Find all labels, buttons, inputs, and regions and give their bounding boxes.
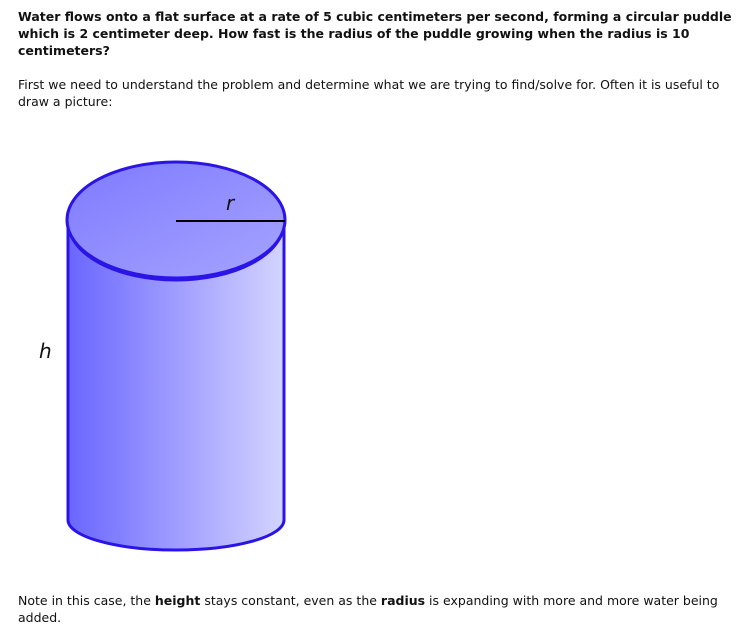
cylinder-diagram bbox=[0, 140, 320, 560]
note-bold-radius: radius bbox=[380, 593, 426, 608]
note-text-1: Note in this case, the bbox=[18, 593, 155, 608]
cylinder-figure bbox=[0, 140, 320, 560]
note-paragraph bbox=[18, 592, 733, 626]
note-text-2: stays constant, even as the bbox=[200, 593, 381, 608]
radius-label: r bbox=[226, 191, 235, 215]
height-label: h bbox=[39, 339, 52, 363]
problem-statement: Water flows onto a flat surface at a rate of 5 cubic centimeters per second, forming a circular puddle which is 2 centimeter deep. How fast is the radius of the puddle growing when the radius is 10 centimeters? bbox=[18, 9, 732, 58]
note-bold-height: height bbox=[154, 593, 201, 608]
note-text-3: is expanding with more and more water being added. bbox=[18, 593, 718, 625]
intro-paragraph: First we need to understand the problem and determine what we are trying to find/solve for. Often it is useful to draw a picture: bbox=[18, 77, 720, 109]
